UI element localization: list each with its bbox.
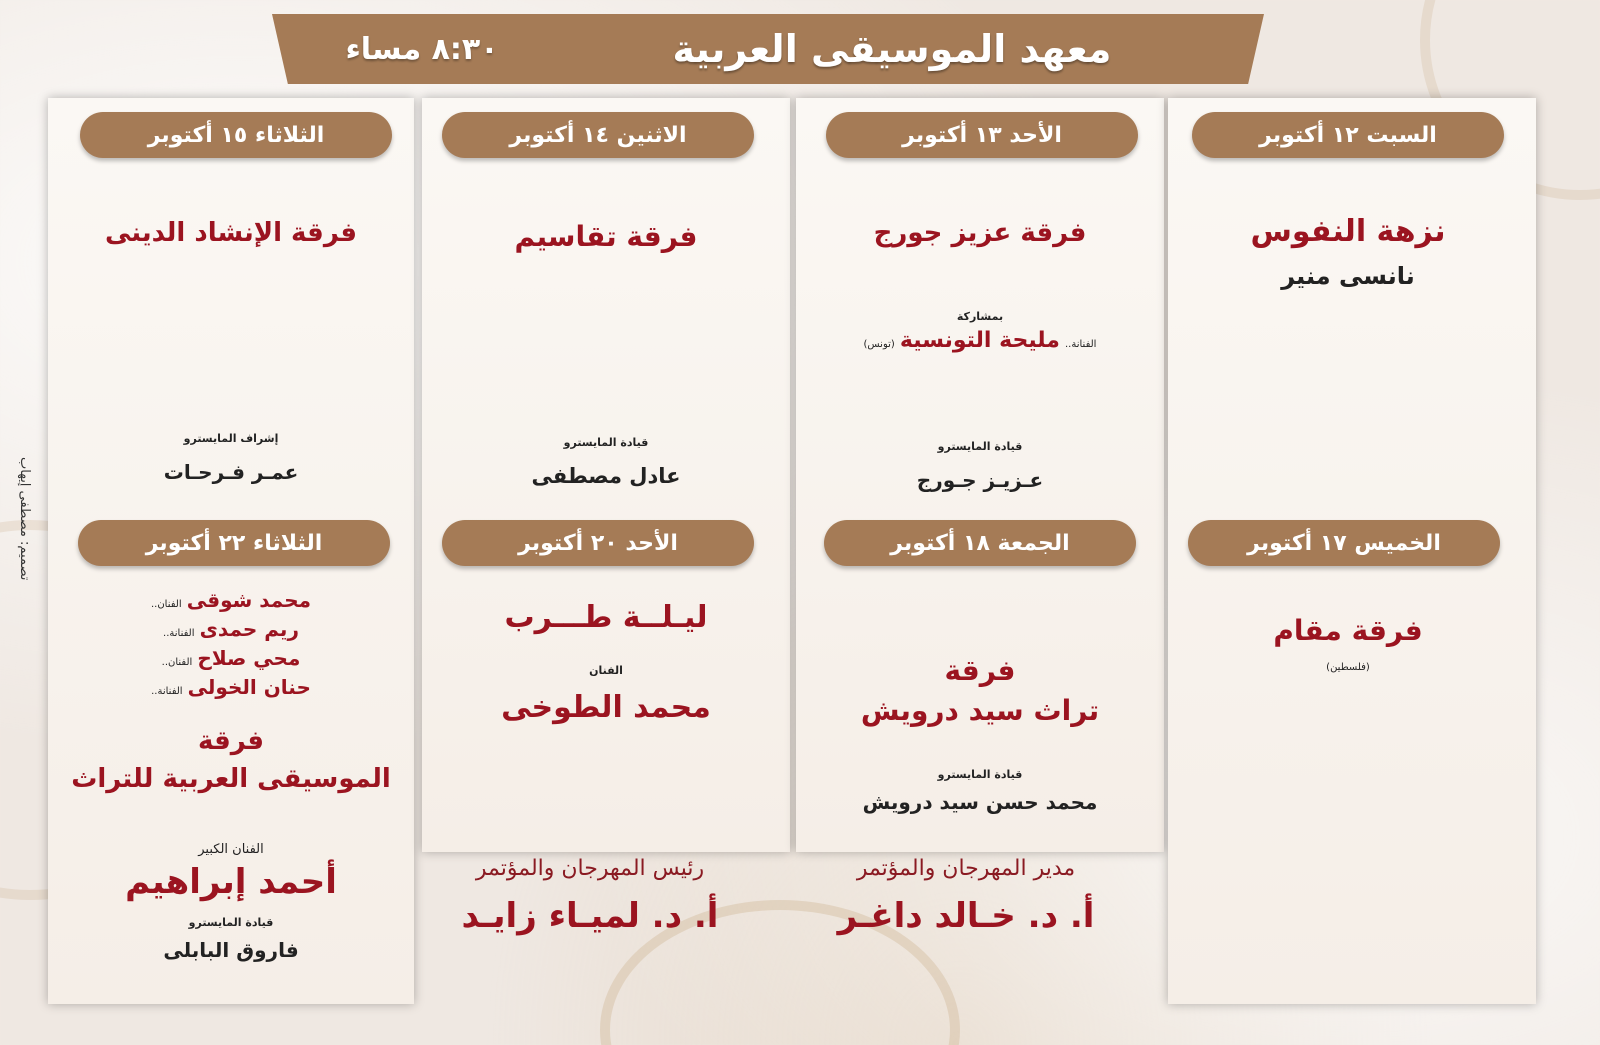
- singer-line-sun13: [810, 328, 1150, 353]
- with-label-sun13: بمشاركة: [956, 310, 1004, 323]
- conductor-tue22: فاروق البابلى: [163, 938, 299, 962]
- event-title-sun20: ليـلــة طـــرب: [504, 600, 708, 635]
- conductor-label-mon14: قيادة المايسترو: [563, 436, 649, 449]
- date-pill-mon14: الاثنين ١٤ أكتوبر: [442, 112, 754, 158]
- singer-country: (تونس): [863, 339, 895, 350]
- event-title-mon14: فرقة تقاسيم: [514, 220, 698, 253]
- date-pill-sun20: الأحد ٢٠ أكتوبر: [442, 520, 754, 566]
- designer-credit: تصميم: مصطفى إيهاب: [17, 456, 32, 580]
- event-subtitle-sat12: نانسى منير: [1281, 262, 1415, 290]
- conductor-label-tue15: إشراف المايسترو: [183, 432, 279, 445]
- singer-prefix: الفنانة..: [151, 686, 183, 697]
- singer-prefix: الفنانة..: [163, 628, 195, 639]
- star-tue22: أحمد إبراهيم: [125, 862, 337, 902]
- singer-row: [58, 617, 404, 641]
- singer-name: ريم حمدى: [199, 617, 299, 641]
- page-title: معهد الموسيقى العربية: [672, 27, 1112, 71]
- date-pill-thu17: الخميس ١٧ أكتوبر: [1188, 520, 1500, 566]
- star-label-tue22: الفنان الكبير: [198, 842, 264, 857]
- singer-prefix: الفنان..: [161, 657, 193, 668]
- conductor-fri18: محمد حسن سيد درويش: [862, 790, 1098, 814]
- artist-label-sun20: الفنان: [589, 664, 623, 677]
- country-thu17: (فلسطين): [1326, 662, 1370, 673]
- event-title-sat12: نزهة النفوس: [1250, 214, 1446, 249]
- event-time: ٨:٣٠ مساء: [345, 31, 499, 67]
- singer-prefix: الفنانة..: [1065, 339, 1097, 350]
- conductor-label-tue22: قيادة المايسترو: [188, 916, 274, 929]
- band-line2-tue22: الموسيقى العربية للتراث: [71, 764, 391, 794]
- conductor-sun13: عـزيـز جـورج: [916, 468, 1044, 492]
- singer-row: [58, 588, 404, 612]
- conductor-tue15: عمـر فـرحـات: [163, 460, 299, 484]
- conductor-label-fri18: قيادة المايسترو: [937, 768, 1023, 781]
- singer-row: [58, 675, 404, 699]
- president-name: أ. د. لميـاء زايـد: [461, 896, 719, 936]
- singer-name: حنان الخولى: [187, 675, 311, 699]
- singer-name: مليحة التونسية: [899, 328, 1060, 353]
- date-pill-tue22: الثلاثاء ٢٢ أكتوبر: [78, 520, 390, 566]
- conductor-label-sun13: قيادة المايسترو: [937, 440, 1023, 453]
- date-pill-sat12: السبت ١٢ أكتوبر: [1192, 112, 1504, 158]
- date-pill-tue15: الثلاثاء ١٥ أكتوبر: [80, 112, 392, 158]
- header: [292, 14, 1244, 84]
- event-title-tue15: فرقة الإنشاد الدينى: [104, 218, 358, 248]
- director-role: مدير المهرجان والمؤتمر: [856, 856, 1076, 881]
- conductor-mon14: عادل مصطفى: [531, 464, 681, 488]
- date-pill-fri18: الجمعة ١٨ أكتوبر: [824, 520, 1136, 566]
- band-line1-tue22: فرقة: [198, 726, 264, 756]
- artist-sun20: محمد الطوخى: [501, 690, 711, 725]
- event-title-line1-fri18: فرقة: [944, 654, 1016, 687]
- singer-prefix: الفنان..: [150, 599, 182, 610]
- event-title-line2-fri18: تراث سيد درويش: [860, 694, 1100, 727]
- president-role: رئيس المهرجان والمؤتمر: [475, 856, 705, 881]
- event-title-sun13: فرقة عزيز جورج: [873, 218, 1087, 248]
- singer-name: محمد شوقى: [186, 588, 311, 612]
- singer-name: محي صلاح: [197, 646, 301, 670]
- director-name: أ. د. خـالد داغـر: [837, 896, 1095, 936]
- event-title-thu17: فرقة مقام: [1273, 614, 1423, 647]
- singer-row: [58, 646, 404, 670]
- date-pill-sun13: الأحد ١٣ أكتوبر: [826, 112, 1138, 158]
